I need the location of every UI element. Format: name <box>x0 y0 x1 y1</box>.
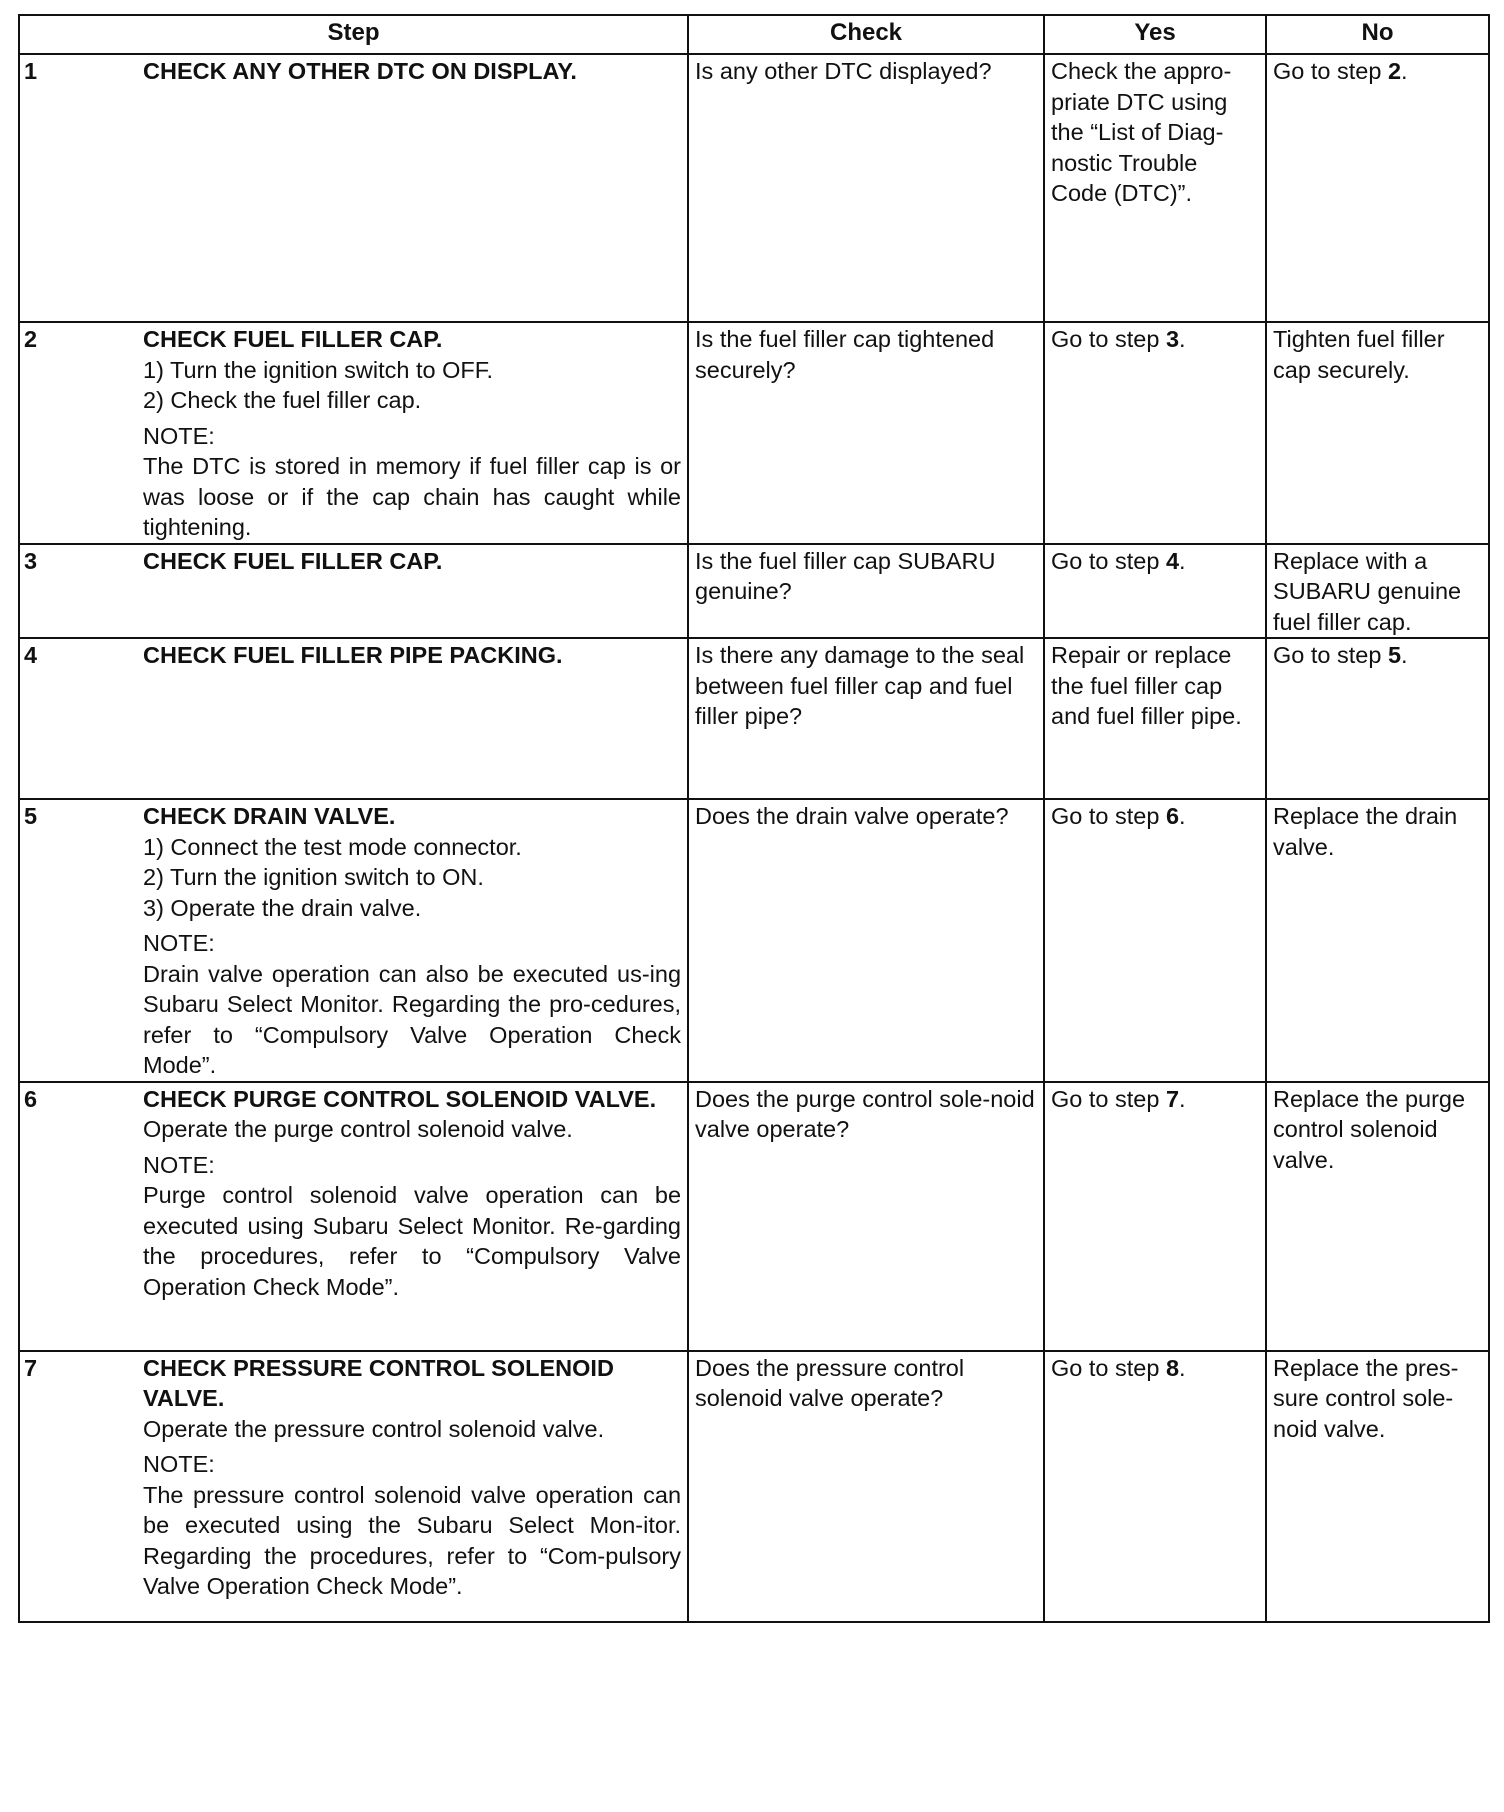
yes-end: . <box>1179 803 1186 829</box>
note-text: Purge control solenoid valve operation can be executed using Subaru Select Monitor. Re-garding the procedures, refer to “Compulsory Valve Operation Check Mode”. <box>143 1182 682 1300</box>
no-cell <box>1266 322 1489 544</box>
no-text: Replace the pres-sure control sole-noid valve. <box>1273 1354 1459 1442</box>
yes-text: Go to step <box>1051 1354 1166 1381</box>
yes-cell <box>1044 54 1266 322</box>
check-text: Does the pressure control solenoid valve operate? <box>695 1354 965 1411</box>
yes-cell <box>1044 544 1266 639</box>
check-cell <box>688 544 1044 639</box>
substep-item: 1) Turn the ignition switch to OFF. <box>143 356 494 383</box>
no-end: . <box>1401 58 1408 84</box>
no-cell <box>1266 1082 1489 1351</box>
no-cell <box>1266 54 1489 322</box>
no-cell <box>1266 799 1489 1082</box>
table-header-row <box>19 15 1489 54</box>
yes-cell <box>1044 1351 1266 1622</box>
check-cell <box>688 638 1044 799</box>
step-number: 4 <box>24 642 38 668</box>
note-text: Drain valve operation can also be executed us-ing Subaru Select Monitor. Regarding the pro-cedures, refer to “Compulsory Valve Operation Check Mode”. <box>143 960 682 1078</box>
yes-text: Check the appro-priate DTC using the “List of Diag-nostic Trouble Code (DTC)”. <box>1051 58 1232 206</box>
step-number-cell <box>19 1082 137 1351</box>
no-cell <box>1266 544 1489 639</box>
diagnostic-procedure-table <box>18 14 1490 1623</box>
step-number: 1 <box>24 58 38 84</box>
yes-step-ref: 4 <box>1165 547 1180 574</box>
substep-item: 2) Check the fuel filler cap. <box>143 387 422 413</box>
no-cell <box>1266 638 1489 799</box>
yes-text: Go to step <box>1051 326 1166 352</box>
header-step: Step <box>19 15 688 54</box>
table-row <box>19 544 1489 639</box>
table-row <box>19 1351 1489 1622</box>
note-label: NOTE: <box>143 930 215 956</box>
step-number-cell <box>19 638 137 799</box>
yes-text: Go to step <box>1051 547 1166 574</box>
check-text: Does the drain valve operate? <box>695 803 1009 829</box>
yes-text: Repair or replace the fuel filler cap and fuel filler pipe. <box>1051 642 1242 729</box>
note-text: The DTC is stored in memory if fuel filler cap is or was loose or if the cap chain has caught while tightening. <box>143 453 682 540</box>
step-intro: Operate the pressure control solenoid valve. <box>143 1415 605 1442</box>
header-yes: Yes <box>1044 15 1266 54</box>
yes-text: Go to step <box>1051 1085 1166 1112</box>
header-no: No <box>1266 15 1489 54</box>
step-number: 2 <box>24 326 38 352</box>
no-text: Tighten fuel filler cap securely. <box>1273 326 1445 383</box>
step-title: CHECK FUEL FILLER CAP. <box>143 326 443 352</box>
step-number-cell <box>19 322 137 544</box>
step-title: CHECK FUEL FILLER PIPE PACKING. <box>143 642 563 668</box>
check-cell <box>688 1351 1044 1622</box>
note-label: NOTE: <box>143 1451 215 1477</box>
substep-item: 3) Operate the drain valve. <box>143 894 422 921</box>
no-text: Replace the drain valve. <box>1273 803 1458 860</box>
step-title: CHECK PRESSURE CONTROL SOLENOID VALVE. <box>143 1354 614 1411</box>
header-check: Check <box>688 15 1044 54</box>
yes-cell <box>1044 638 1266 799</box>
step-number-cell <box>19 54 137 322</box>
yes-end: . <box>1179 326 1186 352</box>
check-text: Is the fuel filler cap tightened securely? <box>695 326 995 383</box>
table-row <box>19 322 1489 544</box>
step-title: CHECK ANY OTHER DTC ON DISPLAY. <box>143 58 577 84</box>
step-body-cell <box>137 54 688 322</box>
step-intro: Operate the purge control solenoid valve. <box>143 1116 573 1142</box>
check-cell <box>688 1082 1044 1351</box>
table-row <box>19 799 1489 1082</box>
no-text: Replace the purge control solenoid valve. <box>1273 1085 1466 1173</box>
yes-step-ref: 6 <box>1165 803 1180 829</box>
yes-step-ref: 7 <box>1165 1085 1180 1112</box>
yes-cell <box>1044 1082 1266 1351</box>
yes-end: . <box>1179 1085 1186 1112</box>
check-cell <box>688 322 1044 544</box>
check-text: Is there any damage to the seal between fuel filler cap and fuel filler pipe? <box>695 642 1025 729</box>
no-text: Replace with a SUBARU genuine fuel filler cap. <box>1273 547 1462 635</box>
step-title: CHECK DRAIN VALVE. <box>143 803 396 829</box>
note-label: NOTE: <box>143 422 215 449</box>
yes-cell <box>1044 322 1266 544</box>
table-row <box>19 54 1489 322</box>
no-end: . <box>1401 642 1408 668</box>
yes-step-ref: 8 <box>1165 1354 1180 1381</box>
check-text: Is any other DTC displayed? <box>695 58 992 84</box>
substep-list <box>143 832 681 924</box>
step-body-cell <box>137 1351 688 1622</box>
step-body-cell <box>137 1082 688 1351</box>
step-number: 3 <box>24 547 38 574</box>
step-title: CHECK PURGE CONTROL SOLENOID VALVE. <box>143 1085 657 1112</box>
yes-step-ref: 3 <box>1165 326 1180 352</box>
step-title: CHECK FUEL FILLER CAP. <box>143 547 443 574</box>
check-cell <box>688 799 1044 1082</box>
step-number-cell <box>19 799 137 1082</box>
step-body-cell <box>137 544 688 639</box>
note-label: NOTE: <box>143 1151 215 1178</box>
step-number-cell <box>19 544 137 639</box>
step-body-cell <box>137 638 688 799</box>
yes-cell <box>1044 799 1266 1082</box>
substep-list <box>143 355 681 416</box>
table-row <box>19 1082 1489 1351</box>
step-number: 7 <box>24 1354 38 1381</box>
substep-item: 2) Turn the ignition switch to ON. <box>143 864 484 890</box>
step-number: 5 <box>24 803 38 829</box>
note-text: The pressure control solenoid valve operation can be executed using the Subaru Select Mon-itor. Regarding the procedures, refer to “Com-pulsory Valve Operation Check Mode”. <box>143 1481 682 1599</box>
step-body-cell <box>137 322 688 544</box>
yes-end: . <box>1179 1354 1186 1381</box>
yes-end: . <box>1179 547 1186 574</box>
step-number: 6 <box>24 1085 38 1112</box>
step-body-cell <box>137 799 688 1082</box>
check-cell <box>688 54 1044 322</box>
substep-item: 1) Connect the test mode connector. <box>143 833 522 860</box>
no-step-ref: 5 <box>1387 642 1402 668</box>
check-text: Does the purge control sole-noid valve operate? <box>695 1085 1035 1142</box>
table-row <box>19 638 1489 799</box>
no-text: Go to step <box>1273 642 1388 668</box>
no-text: Go to step <box>1273 58 1388 84</box>
step-number-cell <box>19 1351 137 1622</box>
no-cell <box>1266 1351 1489 1622</box>
yes-text: Go to step <box>1051 803 1166 829</box>
no-step-ref: 2 <box>1387 58 1402 84</box>
check-text: Is the fuel filler cap SUBARU genuine? <box>695 547 996 604</box>
